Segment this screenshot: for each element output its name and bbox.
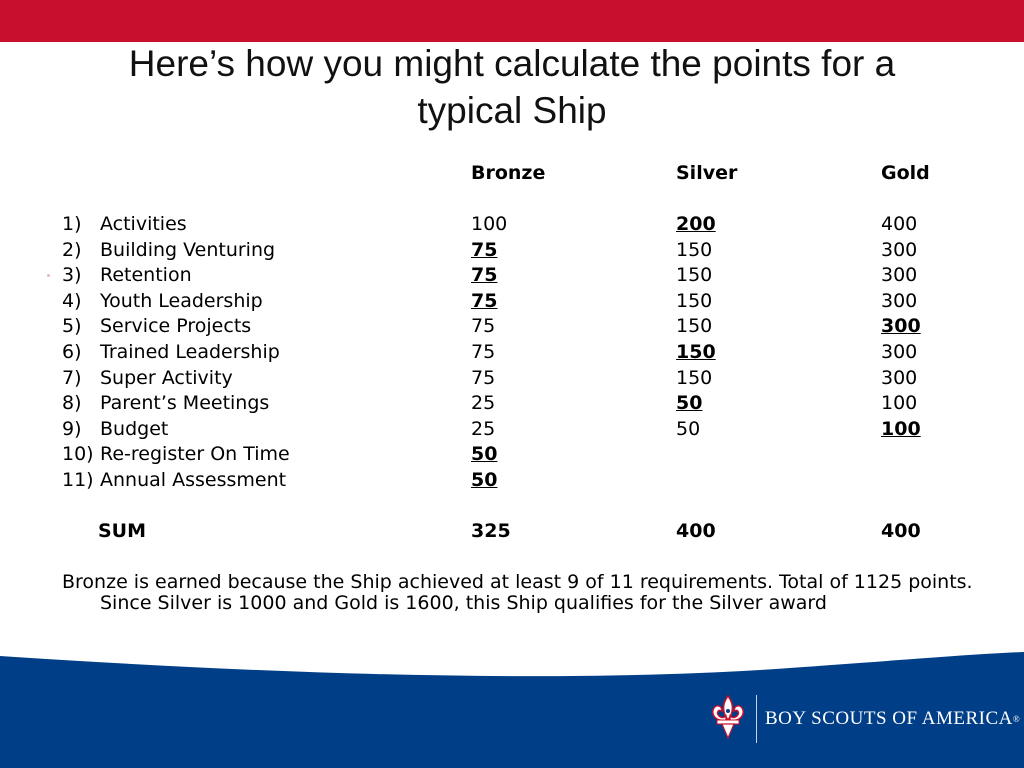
row-number: 7) — [62, 366, 82, 389]
row-bronze-points: 50 — [471, 443, 498, 466]
row-gold-points: 300 — [881, 315, 921, 338]
row-label: Super Activity — [100, 366, 233, 389]
row-label: Youth Leadership — [100, 289, 263, 312]
row-number: 11) — [62, 469, 94, 491]
row-silver-points: 200 — [676, 213, 716, 235]
row-silver-points: 150 — [676, 238, 713, 261]
row-number: 1) — [62, 213, 82, 235]
row-silver-points: 150 — [676, 315, 713, 338]
row-label: Re-register On Time — [100, 443, 290, 466]
row-silver-points: 150 — [676, 264, 713, 287]
row-silver-points: 50 — [676, 392, 703, 415]
row-silver-points: 150 — [676, 289, 713, 312]
header-silver: Silver — [676, 162, 738, 184]
row-bronze-points: 50 — [471, 469, 498, 491]
row-number: 4) — [62, 289, 82, 312]
row-number: 6) — [62, 341, 82, 363]
row-silver-points: 50 — [676, 417, 701, 440]
sum-silver: 400 — [676, 520, 716, 542]
row-bronze-points: 25 — [471, 392, 496, 415]
row-label: Retention — [100, 264, 192, 287]
row-gold-points: 100 — [881, 392, 918, 415]
row-gold-points: 400 — [881, 213, 918, 235]
row-bronze-points: 75 — [471, 366, 496, 389]
row-number: 2) — [62, 238, 82, 261]
header-gold: Gold — [881, 162, 930, 184]
row-bronze-points: 75 — [471, 341, 496, 363]
row-label: Trained Leadership — [100, 341, 280, 363]
slide-title-line-2: typical Ship — [417, 90, 607, 131]
row-gold-points: 300 — [881, 289, 918, 312]
row-gold-points: 300 — [881, 264, 918, 287]
row-label: Building Venturing — [100, 238, 276, 261]
row-silver-points: 150 — [676, 366, 713, 389]
row-bronze-points: 25 — [471, 417, 496, 440]
row-label: Annual Assessment — [100, 469, 287, 491]
sum-bronze: 325 — [471, 520, 511, 542]
bsa-logo — [708, 692, 1020, 746]
slide-title-line-1: Here’s how you might calculate the points for a — [128, 43, 896, 84]
row-gold-points: 300 — [881, 366, 918, 389]
row-bronze-points: 100 — [471, 213, 508, 235]
row-label: Budget — [100, 417, 169, 440]
row-number: 5) — [62, 315, 82, 338]
row-gold-points: 300 — [881, 238, 918, 261]
sum-label: SUM — [98, 520, 147, 542]
explanation-note: Bronze is earned because the Ship achieved at least 9 of 11 requirements. Total of 1125 points. Since Silver is 1000 and Gold is 1600, this Ship qualifies for the Silver award — [62, 571, 973, 614]
row-bronze-points: 75 — [471, 315, 496, 338]
row-bronze-points: 75 — [471, 264, 498, 287]
logo-divider — [756, 695, 757, 743]
registered-mark: ® — [1012, 714, 1020, 724]
row-label: Service Projects — [100, 315, 252, 338]
header-bronze: Bronze — [471, 162, 546, 184]
row-number: 3) — [62, 264, 82, 287]
row-bronze-points: 75 — [471, 238, 498, 261]
row-number: 9) — [62, 417, 82, 440]
row-gold-points: 100 — [881, 417, 921, 440]
row-label: Parent’s Meetings — [100, 392, 270, 415]
row-number: 8) — [62, 392, 82, 415]
row-label: Activities — [100, 213, 187, 235]
sum-gold: 400 — [881, 520, 921, 542]
row-number: 10) — [62, 443, 94, 466]
row-bronze-points: 75 — [471, 289, 498, 312]
row-gold-points: 300 — [881, 341, 918, 363]
fleur-de-lis-icon — [708, 694, 748, 744]
row-silver-points: 150 — [676, 341, 716, 363]
org-name: BOY SCOUTS OF AMERICA — [765, 708, 1013, 729]
